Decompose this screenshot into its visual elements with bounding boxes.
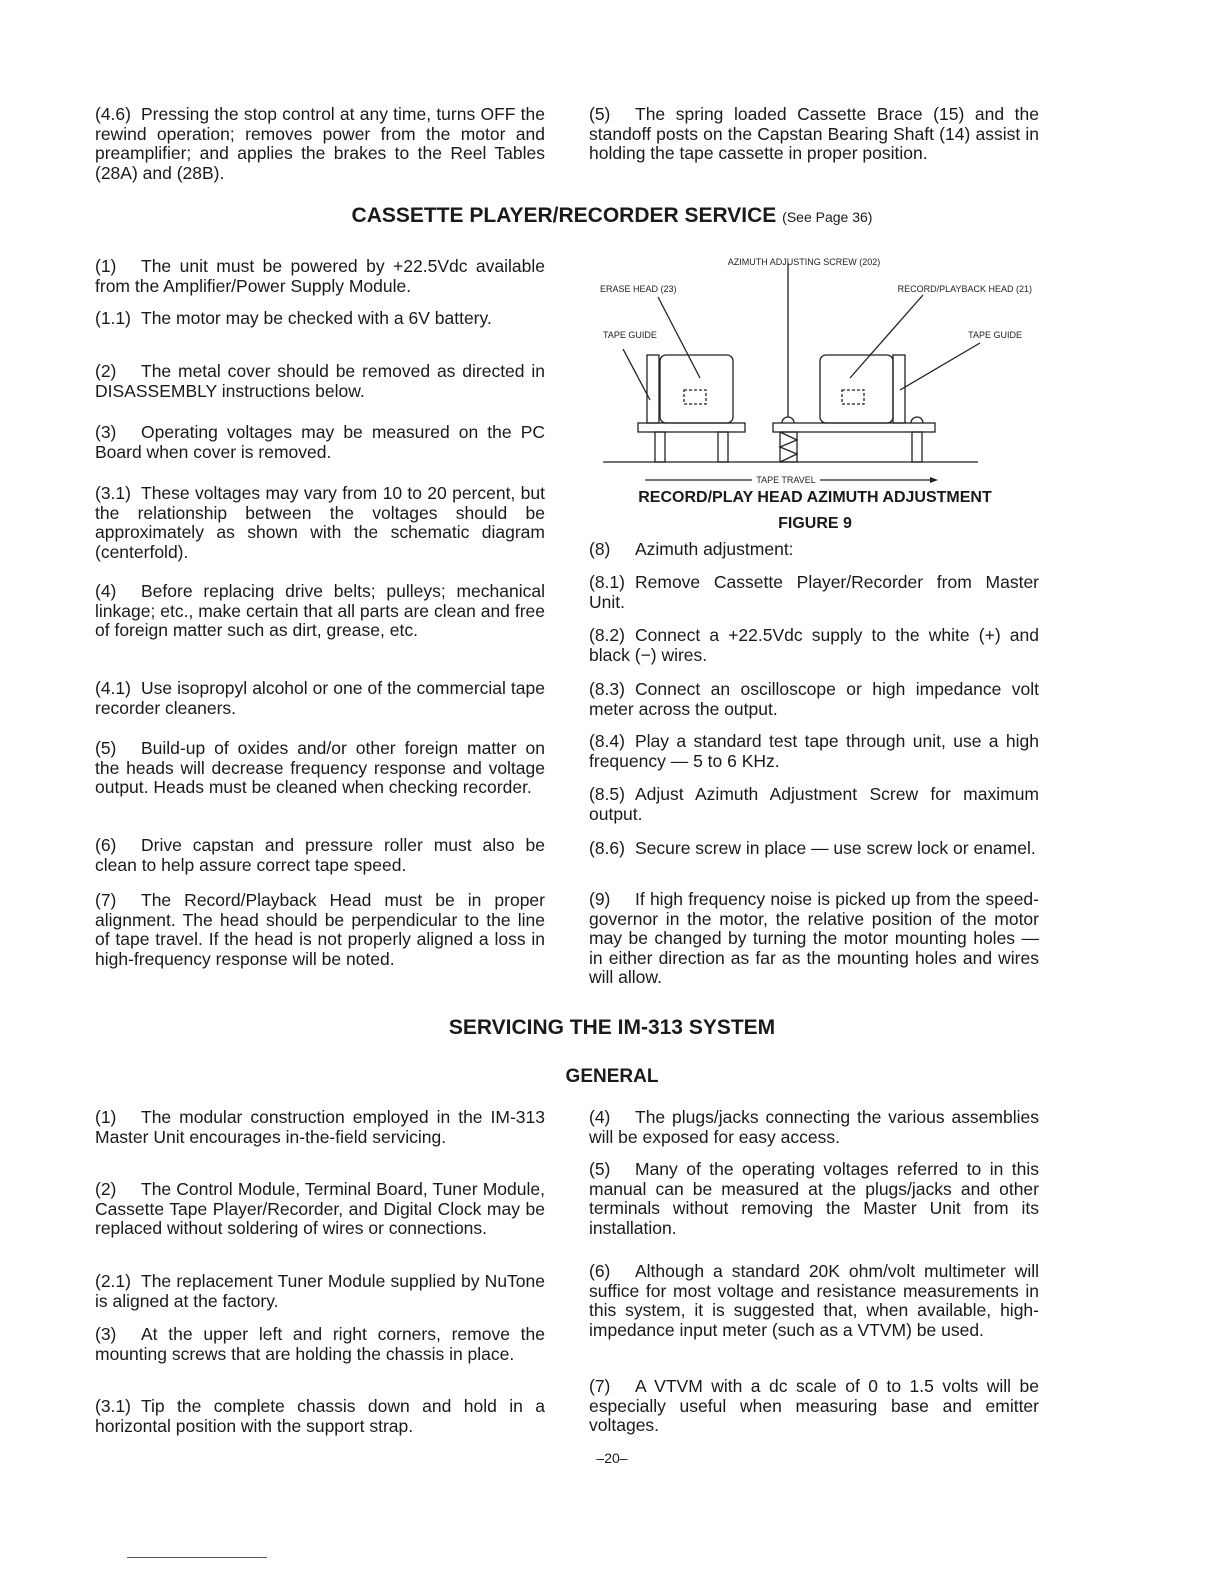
- paragraph: [589, 680, 1039, 719]
- page-number: –20–: [596, 1450, 628, 1466]
- paragraph: [95, 1397, 545, 1436]
- paragraph-number: (8.6): [589, 838, 625, 858]
- paragraph: [95, 1325, 545, 1364]
- paragraph-text: The replacement Tuner Module supplied by NuTone is aligned at the factory.: [95, 1271, 545, 1311]
- paragraph-number: (6): [95, 835, 117, 855]
- paragraph-text: The Record/Playback Head must be in proper alignment. The head should be perpendicular to the line of tape travel. If the head is not properly aligned a loss in high-frequency response will be noted.: [95, 890, 545, 969]
- paragraph: [95, 739, 545, 798]
- paragraph-number: (3): [95, 422, 117, 442]
- label-tape-guide-left: TAPE GUIDE: [603, 330, 657, 340]
- paragraph-text: Although a standard 20K ohm/volt multimeter will suffice for most voltage and resistance measurements in this system, it is suggested that, when available, high-impedance input meter (such as a VTVM) be used.: [589, 1261, 1039, 1340]
- paragraph-text: Remove Cassette Player/Recorder from Master Unit.: [589, 572, 1039, 612]
- paragraph-text: Connect an oscilloscope or high impedance volt meter across the output.: [589, 679, 1039, 719]
- paragraph-number: (7): [589, 1376, 611, 1396]
- paragraph-number: (5): [589, 104, 611, 124]
- paragraph-text: The Control Module, Terminal Board, Tuner Module, Cassette Tape Player/Recorder, and Digital Clock may be replaced without soldering of wires or connections.: [95, 1179, 545, 1238]
- tape-guide-right: [893, 355, 905, 423]
- paragraph-text: Azimuth adjustment:: [635, 539, 794, 559]
- paragraph-number: (4): [95, 581, 117, 601]
- paragraph: [95, 1180, 545, 1239]
- azimuth-screw-head: [782, 417, 794, 423]
- label-azimuth-screw: AZIMUTH ADJUSTING SCREW (202): [727, 257, 881, 267]
- section-heading: SERVICING THE IM-313 SYSTEM: [448, 1016, 776, 1039]
- paragraph-number: (1): [95, 1107, 117, 1127]
- paragraph: [95, 891, 545, 969]
- paragraph-text: The modular construction employed in the IM-313 Master Unit encourages in-the-field servicing.: [95, 1107, 545, 1147]
- paragraph-number: (8.1): [589, 572, 625, 592]
- subsection-heading: GENERAL: [565, 1066, 659, 1087]
- paragraph-number: (8.3): [589, 679, 625, 699]
- paragraph-text: Build-up of oxides and/or other foreign matter on the heads will decrease frequency response and voltage output. Heads must be cleaned when checking recorder.: [95, 738, 545, 797]
- tape-guide-left: [647, 355, 659, 423]
- paragraph-text: Play a standard test tape through unit, use a high frequency — 5 to 6 KHz.: [589, 731, 1039, 771]
- paragraph: [95, 1108, 545, 1147]
- paragraph: [589, 573, 1039, 612]
- label-tape-guide-right: TAPE GUIDE: [968, 330, 1022, 340]
- paragraph-number: (1.1): [95, 308, 131, 328]
- paragraph-number: (4.6): [95, 104, 131, 124]
- paragraph-number: (3.1): [95, 1396, 131, 1416]
- erase-head: [660, 355, 733, 423]
- paragraph-text: The metal cover should be removed as directed in DISASSEMBLY instructions below.: [95, 361, 545, 401]
- paragraph-number: (6): [589, 1261, 611, 1281]
- paragraph: [589, 1377, 1039, 1436]
- paragraph: [589, 540, 1039, 560]
- paragraph-number: (4): [589, 1107, 611, 1127]
- paragraph-number: (4.1): [95, 678, 131, 698]
- paragraph-number: (9): [589, 889, 611, 909]
- paragraph: [589, 785, 1039, 824]
- paragraph-text: The motor may be checked with a 6V battery.: [141, 308, 492, 328]
- figure-number: FIGURE 9: [778, 515, 852, 532]
- paragraph-number: (8.4): [589, 731, 625, 751]
- paragraph: [589, 1262, 1039, 1340]
- paragraph: [95, 1272, 545, 1311]
- paragraph-text: Adjust Azimuth Adjustment Screw for maximum output.: [589, 784, 1039, 824]
- figure-caption: RECORD/PLAY HEAD AZIMUTH ADJUSTMENT: [638, 489, 992, 506]
- paragraph-number: (2): [95, 1179, 117, 1199]
- paragraph-text: Many of the operating voltages referred to in this manual can be measured at the plugs/jacks and other terminals without removing the Master Unit from its installation.: [589, 1159, 1039, 1238]
- label-tape-travel: TAPE TRAVEL: [756, 475, 816, 485]
- heading-text: CASSETTE PLAYER/RECORDER SERVICE: [351, 204, 777, 227]
- paragraph-number: (8): [589, 539, 611, 559]
- paragraph: [589, 1160, 1039, 1238]
- paragraph-number: (5): [95, 738, 117, 758]
- paragraph: [95, 582, 545, 641]
- label-record-playback-head: RECORD/PLAYBACK HEAD (21): [897, 284, 1032, 294]
- paragraph-text: Drive capstan and pressure roller must also be clean to help assure correct tape speed.: [95, 835, 545, 875]
- paragraph-text: At the upper left and right corners, remove the mounting screws that are holding the chassis in place.: [95, 1324, 545, 1364]
- paragraph-text: The plugs/jacks connecting the various assemblies will be exposed for easy access.: [589, 1107, 1039, 1147]
- paragraph: [589, 1108, 1039, 1147]
- paragraph: [589, 732, 1039, 771]
- footer-rule: [127, 1557, 267, 1558]
- paragraph-number: (2): [95, 361, 117, 381]
- paragraph-number: (1): [95, 256, 117, 276]
- paragraph: [589, 890, 1039, 988]
- paragraph-text: Use isopropyl alcohol or one of the commercial tape recorder cleaners.: [95, 678, 545, 718]
- paragraph: [95, 836, 545, 875]
- paragraph-number: (7): [95, 890, 117, 910]
- record-playback-head: [820, 355, 893, 423]
- paragraph-number: (2.1): [95, 1271, 131, 1291]
- paragraph: [589, 839, 1039, 859]
- paragraph-text: The unit must be powered by +22.5Vdc available from the Amplifier/Power Supply Module.: [95, 256, 545, 296]
- paragraph-text: If high frequency noise is picked up from the speed-governor in the motor, the relative position of the motor may be changed by turning the motor mounting holes — in either direction as far as the mounting holes and wires will allow.: [589, 889, 1039, 987]
- paragraph: [95, 679, 545, 718]
- paragraph-number: (8.5): [589, 784, 625, 804]
- page-reference: (See Page 36): [782, 209, 873, 225]
- paragraph-number: (3.1): [95, 483, 131, 503]
- paragraph-text: A VTVM with a dc scale of 0 to 1.5 volts will be especially useful when measuring base and emitter voltages.: [589, 1376, 1039, 1435]
- paragraph-text: Connect a +22.5Vdc supply to the white (+) and black (−) wires.: [589, 625, 1039, 665]
- paragraph-text: The spring loaded Cassette Brace (15) and the standoff posts on the Capstan Bearing Shaft (14) assist in holding the tape cassette in proper position.: [589, 104, 1039, 163]
- paragraph-text: Pressing the stop control at any time, turns OFF the rewind operation; removes power from the motor and preamplifier; and applies the brakes to the Reel Tables (28A) and (28B).: [95, 104, 545, 183]
- paragraph-text: Tip the complete chassis down and hold in a horizontal position with the support strap.: [95, 1396, 545, 1436]
- paragraph-number: (8.2): [589, 625, 625, 645]
- paragraph: [589, 626, 1039, 665]
- paragraph-text: Secure screw in place — use screw lock or enamel.: [635, 838, 1036, 858]
- paragraph-text: Operating voltages may be measured on the PC Board when cover is removed.: [95, 422, 545, 462]
- azimuth-figure: [0, 0, 1224, 540]
- paragraph-text: Before replacing drive belts; pulleys; mechanical linkage; etc., make certain that all parts are clean and free of foreign matter such as dirt, grease, etc.: [95, 581, 545, 640]
- paragraph-text: These voltages may vary from 10 to 20 percent, but the relationship between the voltages should be approximately as shown with the schematic diagram (centerfold).: [95, 483, 545, 562]
- label-erase-head: ERASE HEAD (23): [600, 284, 677, 294]
- spring: [780, 432, 797, 462]
- paragraph-number: (3): [95, 1324, 117, 1344]
- paragraph-number: (5): [589, 1159, 611, 1179]
